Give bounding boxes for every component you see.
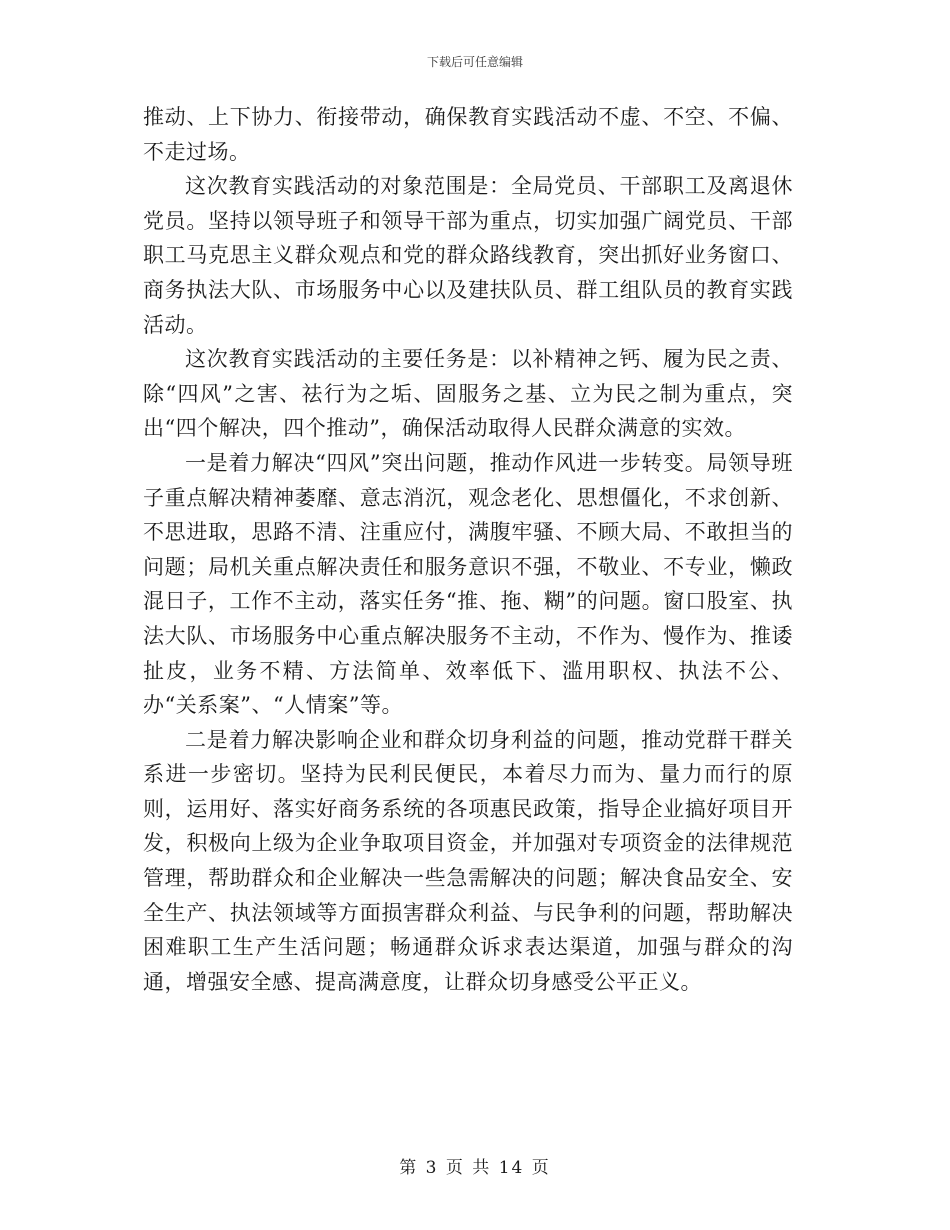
paragraph-main-tasks: 这次教育实践活动的主要任务是：以补精神之钙、履为民之责、除“四风”之害、祛行为之垢、固服务之基、立为民之制为重点，突出“四个解决，四个推动”，确保活动取得人民群众满意的实效。 <box>143 347 793 441</box>
paragraph-task-one: 一是着力解决“四风”突出问题，推动作风进一步转变。局领导班子重点解决精神萎靡、意志消沉，观念老化、思想僵化，不求创新、不思进取，思路不清、注重应付，满腹牢骚、不顾大局、不敢担当的问题；局机关重点解决责任和服务意识不强，不敬业、不专业，懒政混日子，工作不主动，落实任务“推、拖、糊”的问题。窗口股室、执法大队、市场服务中心重点解决服务不主动，不作为、慢作为、推诿扯皮，业务不精、方法简单、效率低下、滥用职权、执法不公、办“关系案”、“人情案”等。 <box>143 450 793 718</box>
paragraph-continuation: 推动、上下协力、衔接带动，确保教育实践活动不虚、不空、不偏、不走过场。 <box>143 105 793 164</box>
paragraph-task-two: 二是着力解决影响企业和群众切身利益的问题，推动党群干群关系进一步密切。坚持为民利民便民，本着尽力而为、量力而行的原则，运用好、落实好商务系统的各项惠民政策，指导企业搞好项目开发，积极向上级为企业争取项目资金，并加强对专项资金的法律规范管理，帮助群众和企业解决一些急需解决的问题；解决食品安全、安全生产、执法领域等方面损害群众利益、与民争利的问题，帮助解决困难职工生产生活问题；畅通群众诉求表达渠道，加强与群众的沟通，增强安全感、提高满意度，让群众切身感受公平正义。 <box>143 727 793 994</box>
paragraph-scope: 这次教育实践活动的对象范围是：全局党员、干部职工及离退休党员。坚持以领导班子和领导干部为重点，切实加强广阔党员、干部职工马克思主义群众观点和党的群众路线教育，突出抓好业务窗口、商务执法大队、市场服务中心以及建扶队员、群工组队员的教育实践活动。 <box>143 174 793 337</box>
document-body <box>143 100 793 999</box>
page-number: 第 3 页 共 14 页 <box>399 1158 551 1178</box>
page-header-note: 下载后可任意编辑 <box>426 55 523 69</box>
